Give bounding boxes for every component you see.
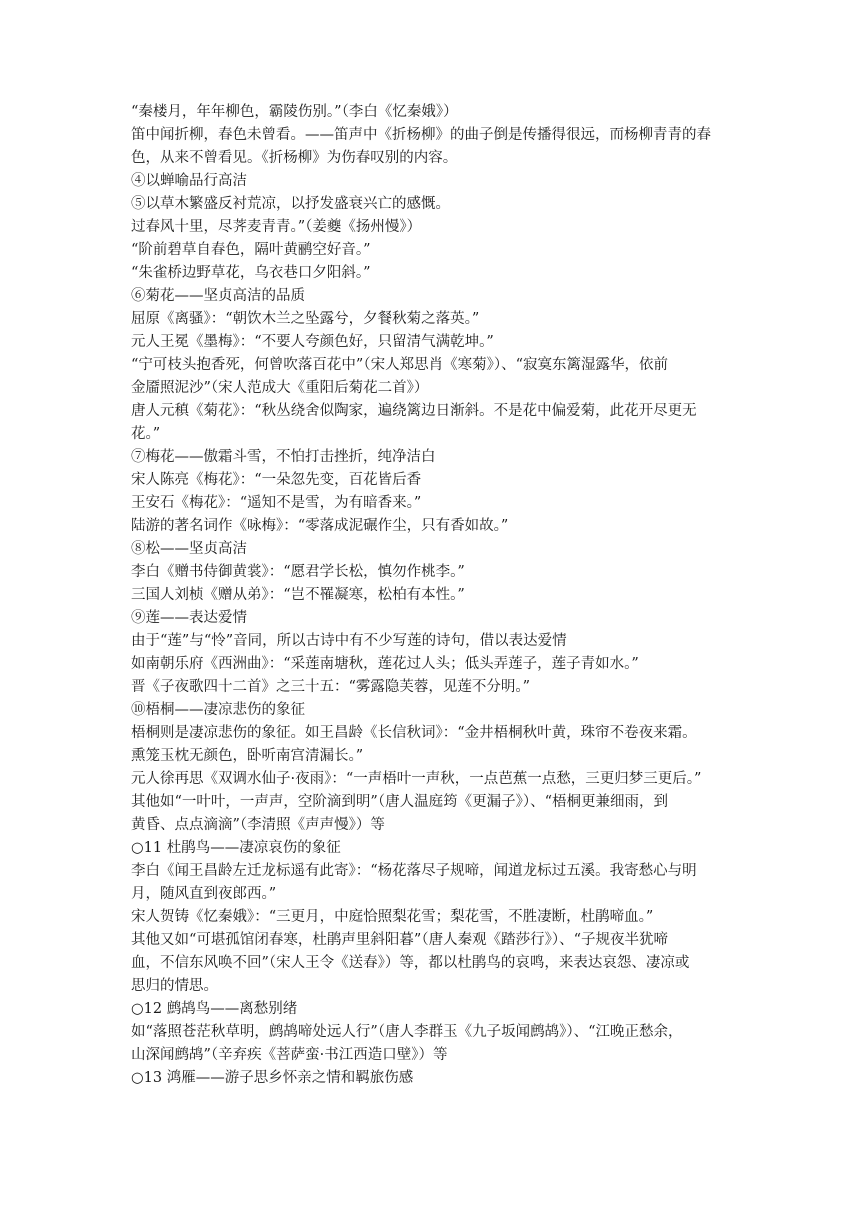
text-line: “阶前碧草自春色，隔叶黄鹂空好音。” (131, 242, 371, 258)
text-line: 元人王冕《墨梅》：“不要人夸颜色好，只留清气满乾坤。” (131, 334, 494, 350)
text-line: 由于“莲”与“怜”音同，所以古诗中有不少写莲的诗句，借以表达爱情 (131, 633, 567, 649)
section-heading: ⑥菊花——坚贞高洁的品质 (131, 288, 305, 304)
text-line: 宋人贺铸《忆秦娥》：“三更月，中庭恰照梨花雪；梨花雪，不胜凄断，杜鹃啼血。” (131, 909, 654, 925)
section-heading: ⑨莲——表达爱情 (131, 610, 247, 626)
text-line: 晋《子夜歌四十二首》之三十五：“雾露隐芙蓉，见莲不分明。” (131, 679, 531, 695)
text-line: 陆游的著名词作《咏梅》：“零落成泥碾作尘，只有香如故。” (131, 518, 509, 534)
text-line: 熏笼玉枕无颜色，卧听南宫清漏长。” (131, 748, 364, 764)
text-line: 色，从来不曾看见。《折杨柳》为伤春叹别的内容。 (131, 150, 458, 166)
text-line: 屈原《离骚》：“朝饮木兰之坠露兮，夕餐秋菊之落英。” (131, 311, 480, 327)
section-heading: ○13 鸿雁——游子思乡怀亲之情和羁旅伤感 (131, 1070, 414, 1086)
section-heading: ⑧松——坚贞高洁 (131, 541, 247, 557)
text-line: 唐人元稹《菊花》：“秋丛绕舍似陶家，遍绕篱边日渐斜。不是花中偏爱菊，此花开尽更无 (131, 403, 697, 419)
text-line: 梧桐则是凄凉悲伤的象征。如王昌龄《长信秋词》：“金井梧桐秋叶黄，珠帘不卷夜来霜。 (131, 725, 697, 741)
text-line: “宁可枝头抱香死，何曾吹落百花中”（宋人郑思肖《寒菊》）、“寂寞东篱湿露华，依前 (131, 357, 668, 373)
section-heading: ○11 杜鹃鸟——凄凉哀伤的象征 (131, 840, 341, 856)
text-line: 血，不信东风唤不回”（宋人王令《送春》）等，都以杜鹃鸟的哀鸣，来表达哀怨、凄凉或 (131, 955, 690, 971)
text-line: 元人徐再思《双调水仙子·夜雨》：“一声梧叶一声秋，一点芭蕉一点愁，三更归梦三更后。” (131, 771, 702, 787)
text-line: 李白《闻王昌龄左迁龙标遥有此寄》：“杨花落尽子规啼，闻道龙标过五溪。我寄愁心与明 (131, 863, 697, 879)
section-heading: ⑩梧桐——凄凉悲伤的象征 (131, 702, 305, 718)
text-line: 王安石《梅花》：“遥知不是雪，为有暗香来。” (131, 495, 422, 511)
text-line: 三国人刘桢《赠从弟》：“岂不罹凝寒，松柏有本性。” (131, 587, 465, 603)
section-heading: ⑤以草木繁盛反衬荒凉，以抒发盛衰兴亡的感慨。 (131, 196, 450, 212)
text-line: 月，随风直到夜郎西。” (131, 886, 277, 902)
text-line: 金靥照泥沙”（宋人范成大《重阳后菊花二首》） (131, 380, 429, 396)
text-line: “秦楼月，年年柳色，霸陵伤别。”（李白《忆秦娥》） (131, 104, 458, 120)
text-line: 宋人陈亮《梅花》：“一朵忽先变，百花皆后香 (131, 472, 422, 488)
text-line: 花。” (131, 426, 161, 442)
text-line: 如“落照苍茫秋草明，鹧鸪啼处远人行”（唐人李群玉《九子坂闻鹧鸪》）、“江晚正愁余， (131, 1024, 683, 1040)
section-heading: ○12 鹧鸪鸟——离愁别绪 (131, 1001, 298, 1017)
section-heading: ⑦梅花——傲霜斗雪，不怕打击挫折，纯净洁白 (131, 449, 436, 465)
text-line: 山深闻鹧鸪”（辛弃疾《菩萨蛮·书江西造口壁》）等 (131, 1047, 448, 1063)
text-line: 思归的情思。 (131, 978, 218, 994)
text-line: 过春风十里，尽荠麦青青。”（姜夔《扬州慢》） (131, 219, 422, 235)
text-line: 如南朝乐府《西洲曲》：“采莲南塘秋，莲花过人头；低头弄莲子，莲子青如水。” (131, 656, 639, 672)
text-line: “朱雀桥边野草花，乌衣巷口夕阳斜。” (131, 265, 371, 281)
text-line: 李白《赠书侍御黄裳》：“愿君学长松，慎勿作桃李。” (131, 564, 465, 580)
text-line: 其他如“一叶叶，一声声，空阶滴到明”（唐人温庭筠《更漏子》）、“梧桐更兼细雨，到 (131, 794, 668, 810)
text-line: 其他又如“可堪孤馆闭春寒，杜鹃声里斜阳暮”（唐人秦观《踏莎行》）、“子规夜半犹啼 (131, 932, 668, 948)
text-line: 黄昏、点点滴滴”（李清照《声声慢》）等 (131, 817, 385, 833)
text-line: 笛中闻折柳，春色未曾看。——笛声中《折杨柳》的曲子倒是传播得很远，而杨柳青青的春 (131, 127, 711, 143)
document-page (131, 101, 731, 1090)
section-heading: ④以蝉喻品行高洁 (131, 173, 247, 189)
